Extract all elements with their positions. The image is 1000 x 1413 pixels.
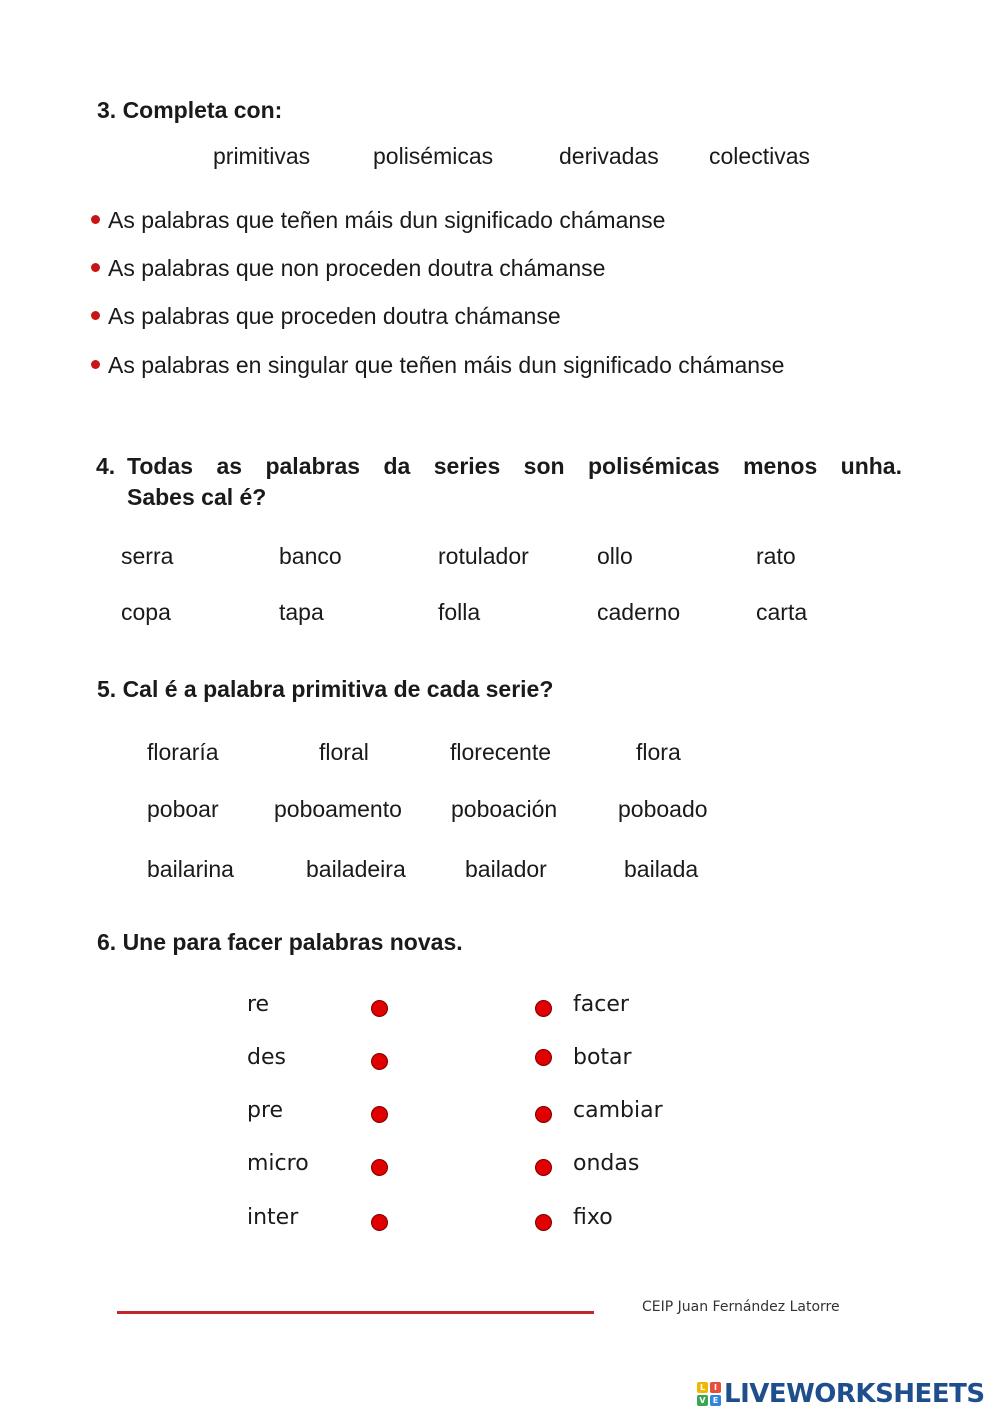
word-folla: folla [438, 599, 481, 625]
match-dot-right-4[interactable] [535, 1159, 552, 1176]
word-florecente: florecente [450, 739, 552, 765]
word-flora: flora [636, 739, 681, 765]
word-poboacion: poboación [451, 796, 558, 822]
bullet-item [91, 303, 561, 330]
match-dot-right-3[interactable] [535, 1106, 552, 1123]
word-bailador: bailador [465, 856, 547, 882]
match-dot-left-4[interactable] [371, 1159, 388, 1176]
section4-number: 4. [96, 453, 116, 479]
word-floral: floral [319, 739, 369, 765]
liveworksheets-logo [697, 1377, 985, 1411]
bullet-text: As palabras en singular que teñen máis dun significado chámanse [108, 352, 785, 378]
prefix-pre: pre [247, 1098, 284, 1123]
bullet-text: As palabras que proceden doutra chámanse [108, 303, 561, 329]
word-bailarina: bailarina [147, 856, 234, 882]
match-dot-right-5[interactable] [535, 1214, 552, 1231]
bullet-dot-icon [91, 215, 100, 224]
section3-heading: 3. Completa con: [97, 97, 283, 123]
bullet-item [91, 352, 784, 379]
word-cambiar: cambiar [573, 1098, 663, 1123]
word-poboado: poboado [618, 796, 708, 822]
word-bailadeira: bailadeira [306, 856, 406, 882]
bullet-dot-icon [91, 360, 100, 369]
logo-text: LIVEWORKSHEETS [724, 1379, 985, 1409]
prefix-inter: inter [247, 1205, 299, 1230]
word-poboamento: poboamento [274, 796, 402, 822]
footer-divider [117, 1311, 594, 1314]
match-dot-left-5[interactable] [371, 1214, 388, 1231]
word-floraria: floraría [147, 739, 219, 765]
word-banco: banco [279, 543, 342, 569]
option-colectivas: colectivas [709, 143, 810, 169]
option-polisemicas: polisémicas [373, 143, 494, 169]
section4-heading-line2: Sabes cal é? [127, 484, 267, 510]
bullet-item [91, 255, 605, 282]
word-copa: copa [121, 599, 171, 625]
section5-heading: 5. Cal é a palabra primitiva de cada serie? [97, 676, 554, 702]
section4-heading-line1: Todas as palabras da series son polisémicas menos unha. [127, 453, 902, 479]
word-caderno: caderno [597, 599, 681, 625]
word-ondas: ondas [573, 1151, 640, 1176]
footer-school: CEIP Juan Fernández Latorre [642, 1299, 840, 1315]
match-dot-right-1[interactable] [535, 1000, 552, 1017]
logo-grid-icon: L I V E [697, 1382, 721, 1406]
prefix-micro: micro [247, 1151, 309, 1176]
word-botar: botar [573, 1045, 632, 1070]
word-fixo: fixo [573, 1205, 613, 1230]
word-rato: rato [756, 543, 796, 569]
word-serra: serra [121, 543, 174, 569]
match-dot-right-2[interactable] [535, 1049, 552, 1066]
word-bailada: bailada [624, 856, 699, 882]
section6-heading: 6. Une para facer palabras novas. [97, 929, 463, 955]
bullet-item [91, 207, 665, 234]
section4-heading [96, 451, 902, 513]
word-facer: facer [573, 992, 629, 1017]
word-carta: carta [756, 599, 808, 625]
prefix-des: des [247, 1045, 286, 1070]
word-poboar: poboar [147, 796, 219, 822]
match-dot-left-1[interactable] [371, 1000, 388, 1017]
bullet-text: As palabras que non proceden doutra chámanse [108, 255, 606, 281]
bullet-dot-icon [91, 263, 100, 272]
bullet-dot-icon [91, 311, 100, 320]
option-derivadas: derivadas [559, 143, 659, 169]
match-dot-left-2[interactable] [371, 1053, 388, 1070]
option-primitivas: primitivas [213, 143, 311, 169]
word-tapa: tapa [279, 599, 324, 625]
prefix-re: re [247, 992, 270, 1017]
word-rotulador: rotulador [438, 543, 529, 569]
match-dot-left-3[interactable] [371, 1106, 388, 1123]
word-ollo: ollo [597, 543, 633, 569]
bullet-text: As palabras que teñen máis dun significado chámanse [108, 207, 666, 233]
